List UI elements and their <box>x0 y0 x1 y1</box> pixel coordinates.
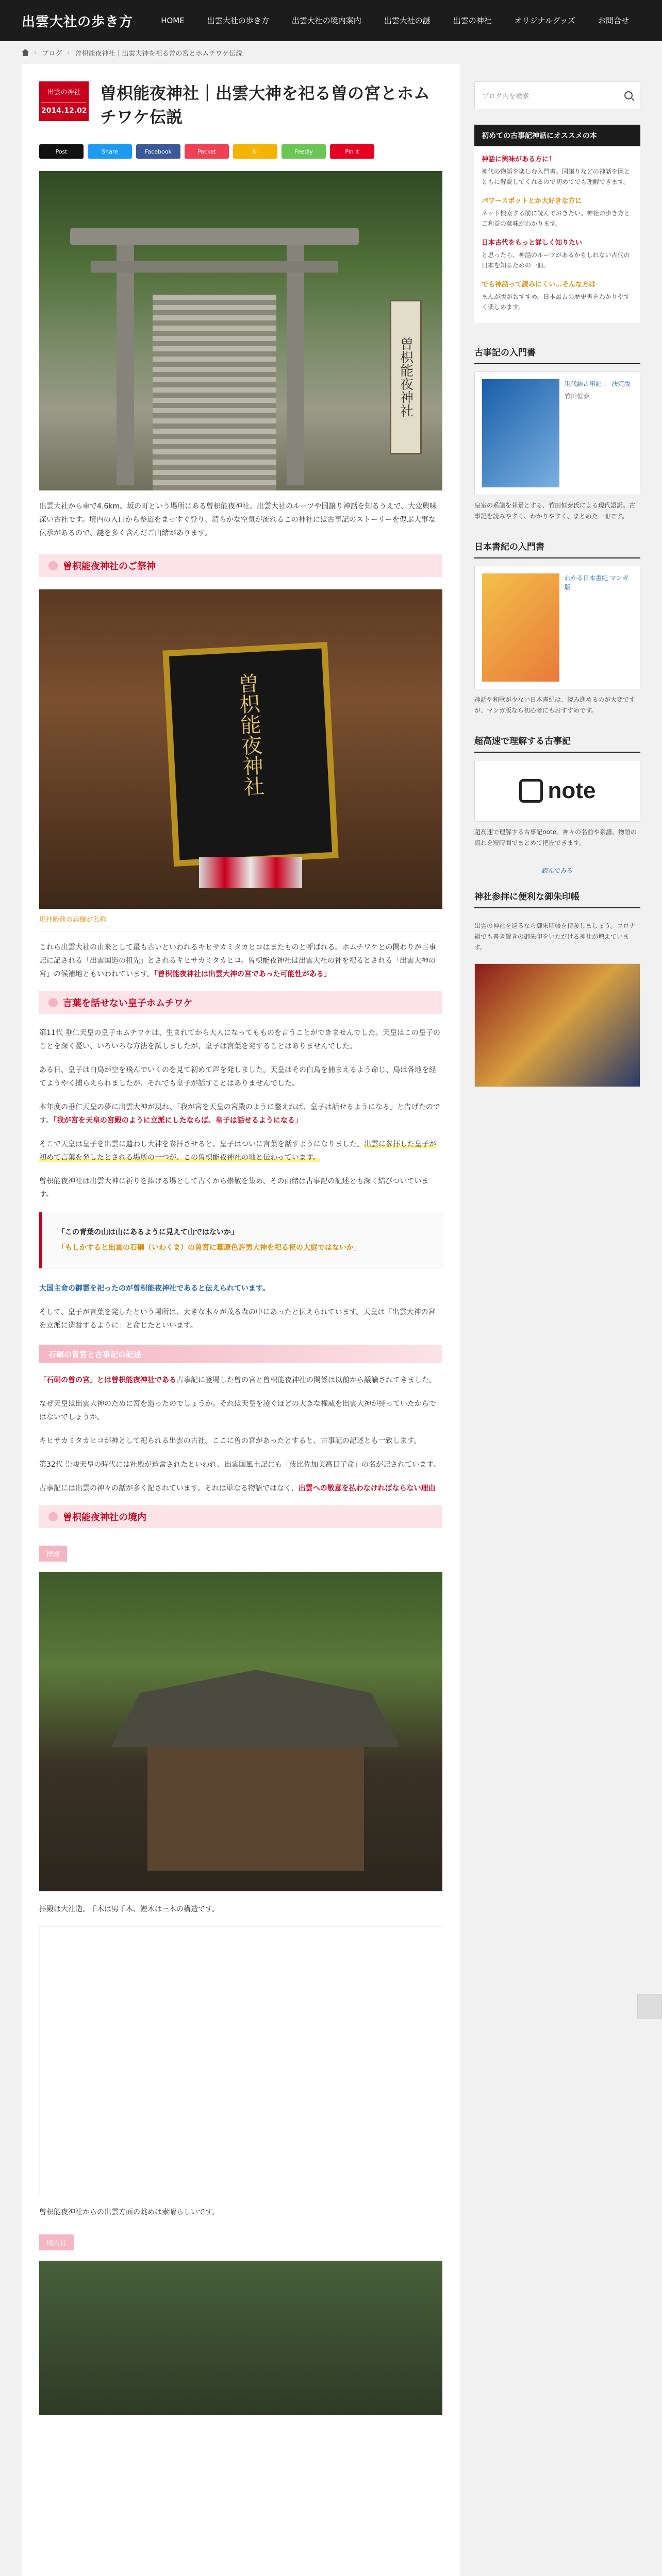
torii-beam <box>91 261 338 273</box>
emphasis-text: 「曽枳能夜神社は出雲大神の宮であった可能性がある」 <box>154 970 331 978</box>
share-label: Pocket <box>197 148 217 155</box>
body-paragraph: 曽枳能夜神社は出雲大神に祈りを捧げる場として古くから崇敬を集め、その由緒は古事記の記述とも深く結びついています。 <box>39 1177 429 1199</box>
search-icon[interactable] <box>624 91 633 99</box>
breadcrumb-separator: › <box>67 48 70 57</box>
body-text: 古事記に登場した曽の宮と曽枳能夜神社の関係は以前から議論されてきました。 <box>176 1376 436 1384</box>
body-text: 本年度の垂仁天皇の夢に出雲大神が現れ、「我が宮を天皇の宮殿のように整えれば、皇子は話せるようになる」と告げたのです。 <box>39 1103 440 1125</box>
quote-box <box>39 1212 442 1268</box>
breadcrumb-blog[interactable]: ブログ <box>42 49 62 58</box>
book-card[interactable] <box>474 566 640 689</box>
body-paragraph: そして、皇子が言葉を発したという場所は、大きな木々が茂る森の中にあったと伝えられています。天皇は「出雲大神の宮を立派に造営するように」と命じたといいます。 <box>39 1308 436 1330</box>
share-label: Share <box>102 148 118 155</box>
nav-contact[interactable]: お問合せ <box>598 16 629 25</box>
rec-title[interactable]: 日本古代をもっと詳しく知りたい <box>482 239 583 247</box>
widget-text: 超高速で理解する古事記note。神々の名前や系譜、物語の流れを短時間でまとめて把握できます。 <box>474 828 637 846</box>
emphasis-text: 「我が宮を天皇の宮殿のように立派にしたならば、皇子は話せるようになる」 <box>53 1116 302 1125</box>
site-header <box>0 0 662 41</box>
body-paragraph <box>39 1482 442 1495</box>
shrine-sign: 曽枳能夜神社 <box>390 300 422 454</box>
share-label: Facebook <box>145 148 172 155</box>
share-label: B! <box>252 148 258 155</box>
article <box>22 64 460 2576</box>
widget-text: 神話や和歌が少ない日本書紀は、読み進めるのが大変ですが、マンガ版なら初心者にもおすすめです。 <box>474 696 636 714</box>
widget-heading: 日本書紀の入門書 <box>474 532 640 558</box>
share-pocket-button[interactable] <box>185 144 229 159</box>
nav-home[interactable]: HOME <box>161 16 185 25</box>
share-hatena-button[interactable] <box>233 144 277 159</box>
body-text: 古事記には出雲の神々の話が多く記されています。それは単なる物語ではなく、 <box>39 1484 299 1493</box>
sub-heading: 石硐の曽宮と古事記の記述 <box>39 1345 442 1363</box>
body-paragraph: キヒサカミタカヒコが神として祀られる出雲の古社。ここに曽の宮があったとすると、古事記の記述とも一致します。 <box>39 1437 421 1445</box>
stone-stairs <box>153 295 276 490</box>
body-paragraph: 拝殿は大社造。千木は男千木、鰹木は三本の構造です。 <box>39 1905 219 1913</box>
body-paragraph: なぜ天皇は出雲大神のために宮を造ったのでしょうか。それは天皇を凌ぐほどの大きな権威を出雲大神が持っていたからではないでしょうか。 <box>39 1400 436 1421</box>
date-box <box>39 81 89 121</box>
heading-dot-icon <box>48 1512 58 1521</box>
section-heading-text: 言葉を話せない皇子ホムチワケ <box>63 998 193 1009</box>
photo-label: 拝殿 <box>39 1546 67 1562</box>
body-paragraph: 第11代 垂仁天皇の皇子ホムチワケは、生まれてから大人になってもものを言うことができませんでした。天皇はこの皇子のことを深く憂い、いろいろな方法を試しましたが、皇子は言葉を発することはありませんでした。 <box>39 1029 440 1050</box>
note-banner[interactable] <box>474 760 640 822</box>
body-paragraph: 第32代 崇峻天皇の時代には社殿が造営されたといわれ、出雲国風土記にも「伎比佐加美高日子命」の名が記されています。 <box>39 1461 440 1469</box>
sidebar <box>474 64 640 2576</box>
nav-precincts[interactable]: 出雲大社の境内案内 <box>291 16 361 25</box>
body-paragraph: 大国主命の御霊を祀ったのが曽枳能夜神社であると伝えられています。 <box>39 1284 270 1293</box>
body-text: これら出雲大社の由来として最も古いといわれるキヒサカミタカヒコはまたものと呼ばれる。ホムチワケとの関わりが古事記に記される「出雲国造の祖先」とされるキヒサカミタカヒコ。曽枳能夜神社は出雲大社の神を祀るとされる「出雲大神の宮」の候補地ともいわれています。 <box>39 943 436 978</box>
section-heading <box>39 991 442 1014</box>
section-heading <box>39 1505 442 1528</box>
share-label: Feedly <box>294 148 313 155</box>
nav-goods[interactable]: オリジナルグッズ <box>514 16 575 25</box>
section-heading <box>39 554 442 577</box>
body-paragraph: 曽枳能夜神社からの出雲方面の眺めは素晴らしいです。 <box>39 2208 219 2216</box>
plaque-photo <box>39 589 442 909</box>
torii-pillar <box>287 243 304 485</box>
keidaisha-photo <box>39 2261 442 2415</box>
recommend-widget <box>474 125 640 323</box>
nav-mystery[interactable]: 出雲大社の謎 <box>384 16 431 25</box>
share-x-button[interactable] <box>39 144 84 159</box>
rec-title[interactable]: でも神話って読みにくい…そんな方は <box>482 281 596 289</box>
highlight-text: 出雲に参拝した皇子が初めて言葉を発したとされる場所の一つが、この曽枳能夜神社の地と伝わっています。 <box>39 1140 436 1162</box>
torii-lintel <box>70 228 359 245</box>
share-label: Post <box>55 148 68 155</box>
goshuin-book-image[interactable] <box>474 963 640 1087</box>
widget-heading: 初めての古事記神話にオススメの本 <box>474 125 640 146</box>
body-text: そこで天皇は皇子を出雲に遣わし大神を参拝させると、皇子はついに言葉を話すようになりました。 <box>39 1140 364 1148</box>
share-label: Pin it <box>345 148 359 155</box>
nav-guide[interactable]: 出雲大社の歩き方 <box>207 16 269 25</box>
shrine-building <box>147 1747 364 1871</box>
heading-dot-icon <box>48 561 58 570</box>
shrine-roof <box>111 1670 400 1747</box>
site-title[interactable]: 出雲大社の歩き方 <box>22 14 134 30</box>
main-nav <box>150 0 640 41</box>
note-widget <box>474 726 640 882</box>
widget-text: 出雲の神社を巡るなら御朱印帳を持参しましょう。コロナ禍でも書き置きの御朱印をいただける神社が増えています。 <box>474 922 636 951</box>
book-title[interactable]: わかる日本書紀 マンガ版 <box>565 574 628 591</box>
share-buttons <box>39 144 442 159</box>
breadcrumb-current: 曽枳能夜神社｜出雲大神を祀る曽の宮とホムチワケ伝説 <box>75 49 243 58</box>
scroll-to-top-button[interactable] <box>637 1994 662 2019</box>
heading-dot-icon <box>48 998 58 1007</box>
book-cover[interactable] <box>482 573 559 682</box>
lead-paragraph: 出雲大社から車で4.6km。坂の町という場所にある曽枳能夜神社。出雲大社のルーツや国譲り神話を知るうえで、大変興味深い古社です。境内の入口から参道をまっすぐ登り、清らかな空気が流れるこの神社には古事記のストーリーを偲ぶ大事な伝承があるので、謎を多く含んだご由緒があります。 <box>39 502 437 537</box>
goshuin-widget <box>474 882 640 1087</box>
body-paragraph <box>39 941 442 981</box>
note-link[interactable]: 読んでみる <box>541 867 573 874</box>
section-heading-text: 曽枳能夜神社のご祭神 <box>63 561 156 572</box>
widget-text: 皇室の系譜を背景とする、竹田恒泰氏による現代語訳。古事記を読みやすく、わかりやすく、まとめた一冊です。 <box>474 502 636 520</box>
post-title: 曽枳能夜神社｜出雲大神を祀る曽の宮とホムチワケ伝説 <box>100 83 431 127</box>
search-box[interactable] <box>474 81 640 109</box>
shimenawa-ribbon <box>199 857 302 888</box>
haiden-photo <box>39 1572 442 1891</box>
torii-photo <box>39 171 442 490</box>
home-icon[interactable] <box>22 49 29 56</box>
note-logo: note <box>548 778 596 803</box>
share-bluesky-button[interactable] <box>88 144 132 159</box>
breadcrumb-separator: › <box>34 48 37 57</box>
widget-heading: 超高速で理解する古事記 <box>474 726 640 753</box>
plaque-text: 曽枳能夜神社 <box>234 672 265 798</box>
book-author: 竹田恒泰 <box>565 393 590 400</box>
torii-pillar <box>117 243 134 485</box>
share-pinterest-button[interactable] <box>330 144 374 159</box>
book-card[interactable] <box>474 371 640 495</box>
nav-shrines[interactable]: 出雲の神社 <box>453 16 492 25</box>
emphasis-text: 「石硐の曽の宮」とは曽枳能夜神社である <box>39 1376 176 1384</box>
plaque <box>162 642 339 867</box>
body-paragraph <box>39 1138 442 1164</box>
share-feedly-button[interactable] <box>282 144 326 159</box>
post-date: 2014.12.02 <box>41 107 87 115</box>
widget-heading: 神社参拝に便利な御朱印帳 <box>474 882 640 908</box>
post-category[interactable]: 出雲の神社 <box>41 88 87 103</box>
quote-line: 「この青葉の山は山にあるように見えて山ではないか」 <box>58 1228 238 1236</box>
embedded-map[interactable] <box>39 1926 442 2194</box>
note-logo-icon <box>519 779 543 803</box>
breadcrumb <box>0 41 662 64</box>
rec-title[interactable]: パワースポットとか大好きな方に <box>482 197 582 205</box>
rec-text: 神代の物語を楽しむ入門書。国譲りなどの神話を図とともに解説してくれるので初めてでも理解できます。 <box>482 168 631 185</box>
rec-text: まんが版がおすすめ。日本最古の歴史書をわかりやすく楽しめます。 <box>482 293 630 311</box>
nihongi-widget <box>474 532 640 726</box>
body-paragraph: ある日、皇子は白鳥が空を飛んでいくのを見て初めて声を発しました。天皇はその白鳥を捕まえるよう命じ、鳥は各地を経てようやく捕らえられましたが、それでも皇子が話すことはありませんでした。 <box>39 1066 436 1088</box>
quote-line: 「もしかすると出雲の石硐（いわくま）の曽宮に葦原色許男大神を祀る祝の大庭ではないか」 <box>58 1244 361 1252</box>
body-paragraph <box>39 1374 442 1387</box>
photo-label: 境内社 <box>39 2234 74 2250</box>
rec-text: ネット検索する前に読んでおきたい。神社の歩き方とご利益の意味がわかります。 <box>482 210 631 227</box>
book-cover[interactable] <box>482 379 559 487</box>
emphasis-text: 出雲への敬意を払わなければならない理由 <box>298 1484 436 1493</box>
photo-caption: 現社殿前の扁額が名称 <box>39 914 442 931</box>
book-title[interactable]: 現代語古事記 ： 決定版 <box>565 380 631 387</box>
body-paragraph <box>39 1100 442 1127</box>
search-input[interactable]: ブログ内を検索 <box>482 92 529 100</box>
share-facebook-button[interactable] <box>136 144 180 159</box>
rec-text: と思ったら、神話のルーツがあるかもしれない古代の日本を知るための一冊。 <box>482 251 630 269</box>
kojiki-widget <box>474 338 640 532</box>
section-heading-text: 曽枳能夜神社の境内 <box>63 1512 146 1523</box>
widget-heading: 古事記の入門書 <box>474 338 640 364</box>
rec-title[interactable]: 神話に興味がある方に！ <box>482 156 556 163</box>
